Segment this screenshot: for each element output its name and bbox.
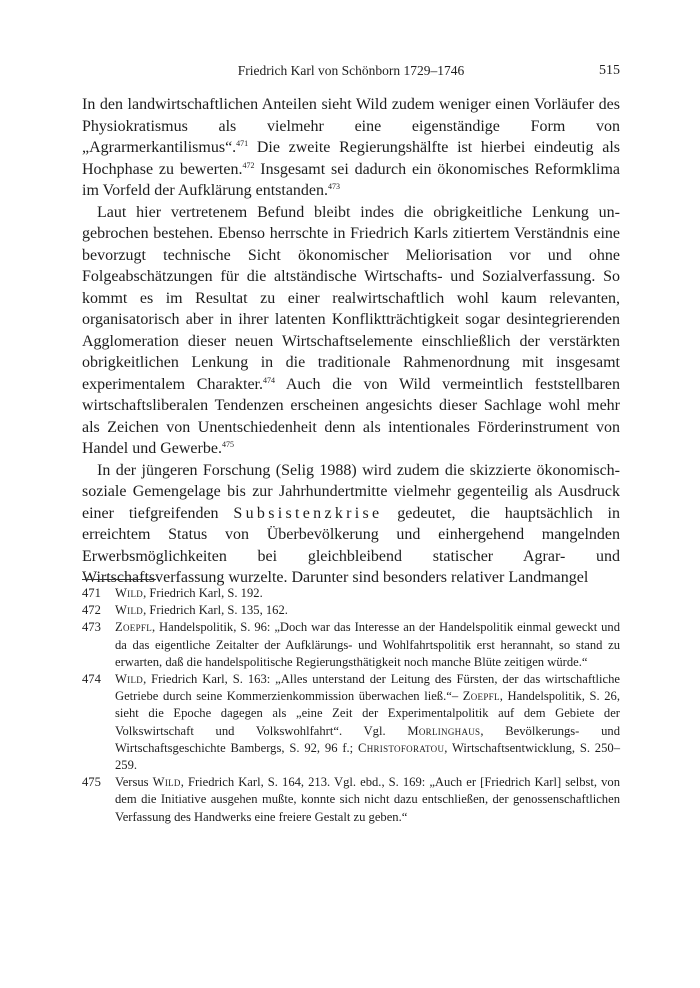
footnotes bbox=[82, 585, 620, 826]
footnote-separator bbox=[82, 579, 156, 580]
footnote-text: , Friedrich Karl, S. 164, 213. Vgl. ebd., S. 169: „Auch er [Friedrich Karl] selbst, von dem die Initiative ausgehen mußte, konnte sich nicht dazu entschließen, der genossenschaftlichen Verfassung des Handwerks eine freiere Gestalt zu geben.“ bbox=[115, 775, 620, 824]
author-name: Wild bbox=[152, 775, 181, 790]
footnote-number: 473 bbox=[82, 620, 101, 635]
text-run: Die zweite Regierungshälfte ist hierbei eindeutig als Hochphase zu bewerten. bbox=[82, 139, 620, 178]
page-number: 515 bbox=[599, 63, 620, 78]
footnote bbox=[82, 619, 620, 671]
author-name: Morlinghaus bbox=[407, 723, 481, 738]
author-name: Christoforatou bbox=[358, 740, 445, 755]
author-name: Wild bbox=[115, 672, 144, 687]
footnote-number: 475 bbox=[82, 775, 101, 790]
footnote-text: , Friedrich Karl, S. 163: „Alles unterstand der Leitung des Fürsten, der das wirtschaftliche Getriebe durch seine Kommerzienkommission überwachen ließ.“– bbox=[115, 672, 620, 704]
footnote-number: 471 bbox=[82, 586, 101, 600]
footnote-number: 474 bbox=[82, 672, 101, 687]
footnote-number: 472 bbox=[82, 603, 101, 618]
footnote-ref: 473 bbox=[328, 182, 341, 191]
author-name: Zoepfl bbox=[115, 620, 152, 635]
text-run: Laut hier vertretenem Befund bleibt indes die obrigkeitliche Lenkung ungebrochen bestehen. Ebenso herrschte in Friedrich Karls zitiertem Verständnis eine bevorzugt technische Sicht ökonomischer Meliorisation vor und ohne Folgeabschätzungen für die altständische Wirtschafts- und Sozialverfassung. So kommt es im Resultat zu einer realwirtschaftlich wohl kaum relevanten, organisatorisch aber in ihrer latenten Konfliktträchtigkeit sogar desintegrierenden Agglomeration dieser neuen Wirtschaftselemente einschließlich der verstärkten obrigkeitlichen Lenkung in die traditionale Rahmenordnung mit insgesamt experimentalem Charakter. bbox=[82, 203, 620, 393]
paragraph-1 bbox=[82, 94, 620, 202]
footnote-text: , Friedrich Karl, S. 135, 162. bbox=[143, 603, 288, 618]
footnote bbox=[82, 671, 620, 774]
footnote-ref: 471 bbox=[236, 139, 249, 148]
main-text bbox=[82, 94, 620, 589]
footnote bbox=[82, 585, 620, 602]
paragraph-2 bbox=[82, 202, 620, 460]
footnote-text: , Handelspolitik, S. 96: „Doch war das Interesse an der Handelspolitik einmal geweckt und da das eigentliche Zeitalter der Aufklärungs- und Wohlfahrtspolitik erst herannaht, so stand zu erwarten, daß die handelspolitische Regierungsthätigkeit noch manche Blüte zeitigen würde.“ bbox=[115, 620, 620, 669]
text-run: In den landwirtschaftlichen Anteilen sieht Wild zudem weniger einen Vorläufer des Physiokratismus als vielmehr eine eigenständige Form von „Agrarmerkantilismus“. bbox=[82, 96, 620, 156]
text-run: gedeutet, die hauptsächlich in erreichtem Status von Überbevölkerung und einhergehend mangelnden Erwerbsmöglichkeiten bei gleichbleibend statischer Agrar- und Wirtschaftsverfassung wurzelte. Darunter sind besonders relativer Landmangel bbox=[82, 504, 621, 586]
footnote-ref: 472 bbox=[242, 160, 255, 170]
running-head bbox=[82, 63, 620, 83]
text-run: Insgesamt sei dadurch ein ökonomisches Reformklima im Vorfeld der Aufklärung entstanden. bbox=[82, 160, 620, 199]
footnote-text: , Friedrich Karl, S. 192. bbox=[143, 586, 263, 600]
author-name: Wild bbox=[115, 586, 144, 600]
footnote-text: , Handelspolitik, S. 26, sieht die Epoche dagegen als „eine Zeit der Experimentalpolitik auf dem Gebiete der Volkswirtschaft und Volkswohlfahrt“. Vgl. bbox=[115, 689, 620, 738]
spaced-emphasis: Subsistenzkrise bbox=[233, 504, 383, 522]
footnote-text: , Wirtschaftsentwicklung, S. 250–259. bbox=[115, 740, 620, 773]
footnote-ref: 475 bbox=[221, 440, 234, 449]
footnote-text: , Bevölkerungs- und Wirtschaftsgeschichte Bambergs, S. 92, 96 f.; bbox=[115, 723, 620, 755]
footnote bbox=[82, 602, 620, 619]
running-title: Friedrich Karl von Schönborn 1729–1746 bbox=[237, 63, 465, 78]
text-run: In der jüngeren Forschung (Selig 1988) wird zudem die skizzierte ökonomisch-soziale Gemengelage bis zur Jahrhundertmitte vielmehr gegenteilig als Ausdruck einer tiefgreifenden bbox=[82, 461, 620, 522]
author-name: Zoepfl bbox=[462, 689, 500, 704]
author-name: Wild bbox=[115, 603, 144, 618]
footnote-ref: 474 bbox=[263, 375, 275, 385]
footnote bbox=[82, 774, 620, 826]
text-run: Auch die von Wild vermeintlich feststellbaren wirtschaftsliberalen Tendenzen erscheinen angesichts dieser Sachlage wohl mehr als Zeichen von Unentschiedenheit denn als intentionales Förderinstrument von Handel und Gewerbe. bbox=[82, 375, 620, 457]
paragraph-3 bbox=[82, 460, 620, 589]
footnote-text: Versus bbox=[115, 775, 153, 790]
